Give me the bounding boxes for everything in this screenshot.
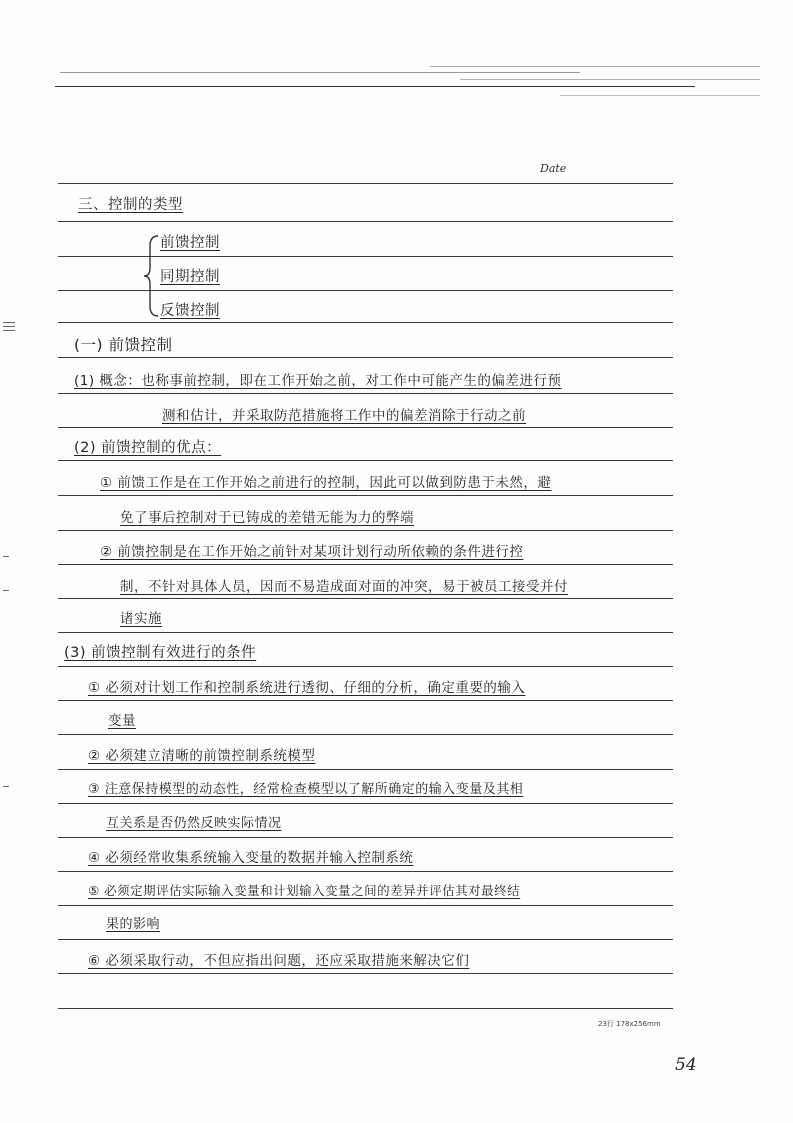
section-title: 三、控制的类型 bbox=[78, 197, 183, 213]
condition-line: ④ 必须经常收集系统输入变量的数据并输入控制系统 bbox=[88, 850, 414, 866]
ruled-line bbox=[58, 357, 673, 358]
margin-mark bbox=[3, 330, 15, 331]
ruled-line bbox=[58, 666, 673, 667]
ruled-line bbox=[58, 871, 673, 872]
ruled-line bbox=[58, 734, 673, 735]
ruled-line bbox=[58, 973, 673, 974]
ruled-line bbox=[58, 837, 673, 838]
type-item: 同期控制 bbox=[160, 269, 220, 285]
scan-noise-line bbox=[560, 95, 760, 96]
paper-spec-label: 23行 178x256mm bbox=[598, 1020, 661, 1028]
ruled-line bbox=[58, 221, 673, 222]
condition-line: ③ 注意保持模型的动态性，经常检查模型以了解所确定的输入变量及其相 bbox=[88, 782, 524, 797]
advantage-line: 诸实施 bbox=[120, 611, 162, 627]
ruled-line bbox=[58, 700, 673, 701]
concept-line: 测和估计，并采取防范措施将工作中的偏差消除于行动之前 bbox=[162, 408, 526, 424]
advantage-line: 制，不针对具体人员，因而不易造成面对面的冲突，易于被员工接受并付 bbox=[120, 579, 568, 595]
concept-line: (1) 概念：也称事前控制，即在工作开始之前，对工作中可能产生的偏差进行预 bbox=[74, 373, 562, 389]
scan-noise-line bbox=[60, 72, 580, 73]
ruled-line bbox=[58, 939, 673, 940]
condition-line: ① 必须对计划工作和控制系统进行透彻、仔细的分析，确定重要的输入 bbox=[88, 680, 526, 696]
ruled-line bbox=[58, 183, 673, 184]
ruled-line bbox=[58, 393, 673, 394]
ruled-line bbox=[58, 530, 673, 531]
ruled-line bbox=[58, 803, 673, 804]
margin-mark bbox=[3, 322, 15, 323]
margin-mark bbox=[3, 326, 15, 327]
type-item: 前馈控制 bbox=[160, 235, 220, 251]
condition-line: 互关系是否仍然反映实际情况 bbox=[106, 816, 282, 831]
condition-line: 果的影响 bbox=[106, 917, 161, 932]
ruled-line bbox=[58, 322, 673, 323]
scan-noise-line bbox=[430, 66, 760, 67]
page-number: 54 bbox=[675, 1055, 697, 1075]
ruled-line bbox=[58, 598, 673, 599]
ruled-line bbox=[58, 632, 673, 633]
condition-line: ② 必须建立清晰的前馈控制系统模型 bbox=[88, 748, 316, 764]
ruled-line bbox=[58, 769, 673, 770]
scan-noise-line bbox=[460, 79, 760, 80]
conditions-title: (3) 前馈控制有效进行的条件 bbox=[64, 645, 257, 661]
ruled-line bbox=[58, 564, 673, 565]
advantage-line: 免了事后控制对于已铸成的差错无能为力的弊端 bbox=[120, 510, 414, 526]
advantage-line: ② 前馈控制是在工作开始之前针对某项计划行动所依赖的条件进行控 bbox=[100, 544, 524, 560]
date-label: Date bbox=[540, 162, 567, 175]
type-item: 反馈控制 bbox=[160, 303, 220, 319]
advantage-line: ① 前馈工作是在工作开始之前进行的控制，因此可以做到防患于未然，避 bbox=[100, 475, 552, 491]
scan-noise-line bbox=[55, 86, 695, 87]
brace-icon bbox=[143, 234, 161, 318]
advantages-title: (2) 前馈控制的优点： bbox=[74, 440, 222, 456]
ruled-line bbox=[58, 427, 673, 428]
ruled-line bbox=[58, 460, 673, 461]
condition-line: ⑤ 必须定期评估实际输入变量和计划输入变量之间的差异并评估其对最终结 bbox=[88, 883, 521, 898]
ruled-line bbox=[58, 495, 673, 496]
margin-mark bbox=[3, 556, 9, 557]
margin-mark bbox=[3, 590, 9, 591]
condition-line: 变量 bbox=[108, 713, 136, 729]
margin-mark bbox=[3, 786, 9, 787]
ruled-line bbox=[58, 905, 673, 906]
condition-line: ⑥ 必须采取行动，不但应指出问题，还应采取措施来解决它们 bbox=[88, 953, 470, 969]
subsection-title: (一) 前馈控制 bbox=[74, 336, 173, 354]
ruled-line bbox=[58, 1008, 673, 1009]
